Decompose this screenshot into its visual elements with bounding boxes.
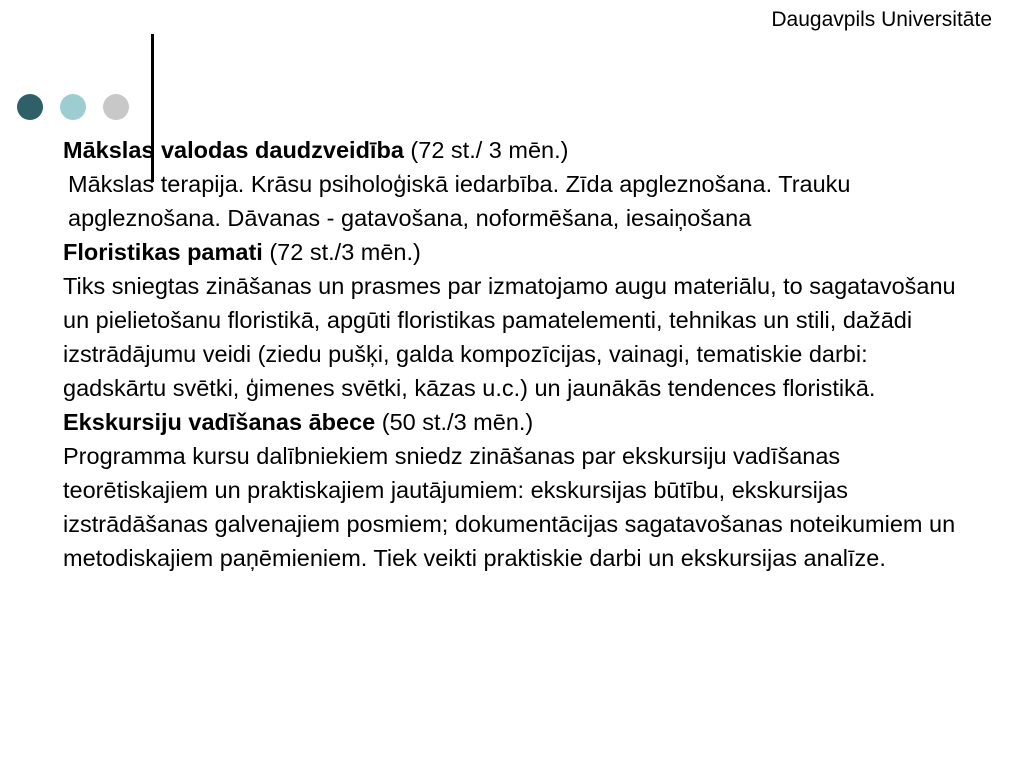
course-duration: (50 st./3 mēn.) [375,409,534,435]
course-title: Mākslas valodas daudzveidība [63,137,404,163]
course-duration: (72 st./3 mēn.) [262,239,421,265]
course-description: Tiks sniegtas zināšanas un prasmes par izmatojamo augu materiālu, to sagatavošanu un pielietošanu floristikā, apgūti floristikas pamatelementi, tehnikas un stili, dažādi izstrādājumu veidi (ziedu pušķi, galda kompozīcijas, vainagi, tematiskie darbi: gadskārtu svētki, ģimenes svētki, kāzas u.c.) un jaunākās tendences floristikā. [63,273,956,401]
course-heading [63,133,963,167]
course-description: Mākslas terapija. Krāsu psiholoģiskā iedarbība. Zīda apgleznošana. Trauku apgleznošana. Dāvanas - gatavošana, noformēšana, iesaiņošana [68,171,851,231]
course-description: Programma kursu dalībniekiem sniedz zināšanas par ekskursiju vadīšanas teorētiskajiem un praktiskajiem jautājumiem: ekskursijas būtību, ekskursijas izstrādāšanas galvenajiem posmiem; dokumentācijas sagatavošanas noteikumiem un metodiskajiem paņēmieniem. Tiek veikti praktiskie darbi un ekskursijas analīze. [63,443,956,571]
course-heading [63,235,963,269]
course-title: Ekskursiju vadīšanas ābece [63,409,376,435]
decor-dot-gray [103,94,129,120]
institution-name: Daugavpils Universitāte [771,8,992,31]
course-title: Floristikas pamati [63,239,263,265]
course-list [63,133,963,575]
course-duration: (72 st./ 3 mēn.) [403,137,569,163]
decor-dot-light [60,94,86,120]
course-heading [63,405,963,439]
decor-dot-dark [17,94,43,120]
